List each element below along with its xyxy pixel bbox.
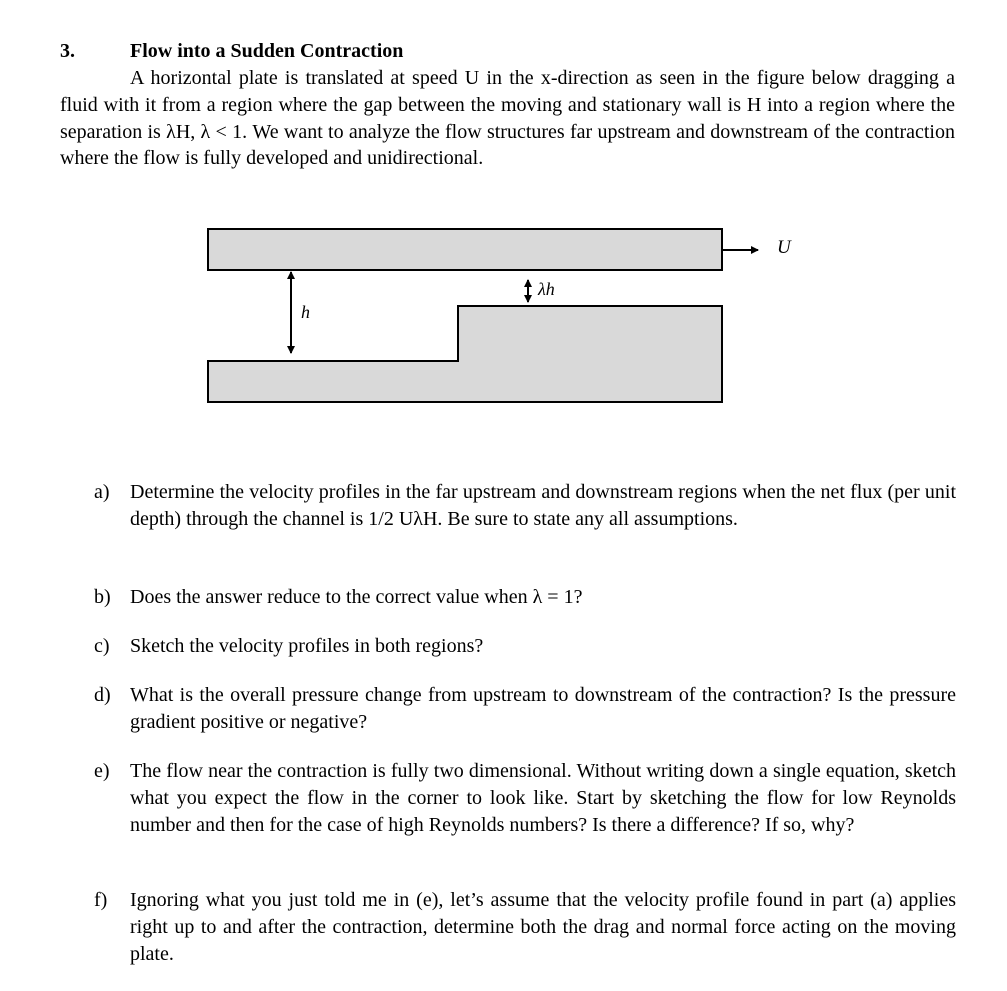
question-text: Ignoring what you just told me in (e), let’s assume that the velocity profile found in part (a) applies right up to and after the contraction, determine both the drag and normal force acting on the moving plate. [130,889,956,965]
question-b [94,584,956,611]
problem-title: Flow into a Sudden Contraction [130,40,404,62]
question-letter: a) [94,481,110,503]
problem-intro: A horizontal plate is translated at speed U in the x-direction as seen in the figure below dragging a fluid with it from a region where the gap between the moving and stationary wall is H into a region where the separation is λH, λ < 1. We want to analyze the flow structures far upstream and downstream of the contraction where the flow is fully developed and unidirectional. [60,67,955,170]
label-u: U [777,237,791,258]
question-text: What is the overall pressure change from upstream to downstream of the contraction? Is the pressure gradient positive or negative? [130,684,956,733]
question-letter: d) [94,684,111,706]
question-text: Does the answer reduce to the correct value when λ = 1? [130,586,583,608]
question-text: Determine the velocity profiles in the far upstream and downstream regions when the net flux (per unit depth) through the channel is 1/2 UλH. Be sure to state any all assumptions. [130,481,956,530]
label-h: h [301,302,310,322]
question-letter: b) [94,586,111,608]
question-d [94,682,956,736]
question-text: Sketch the velocity profiles in both regions? [130,635,484,657]
question-letter: c) [94,635,110,657]
question-f [94,887,956,967]
label-lambda-h: λh [538,279,555,299]
question-c [94,633,956,660]
problem-number: 3. [60,40,75,62]
question-text: The flow near the contraction is fully two dimensional. Without writing down a single equation, sketch what you expect the flow in the corner to look like. Start by sketching the flow for low Reynolds number and then for the case of high Reynolds numbers? Is there a difference? If so, why? [130,760,956,836]
question-letter: e) [94,760,110,782]
question-a [94,479,956,533]
moving-plate [208,229,722,270]
stationary-wall [208,306,722,402]
question-letter: f) [94,889,108,911]
question-e [94,758,956,838]
